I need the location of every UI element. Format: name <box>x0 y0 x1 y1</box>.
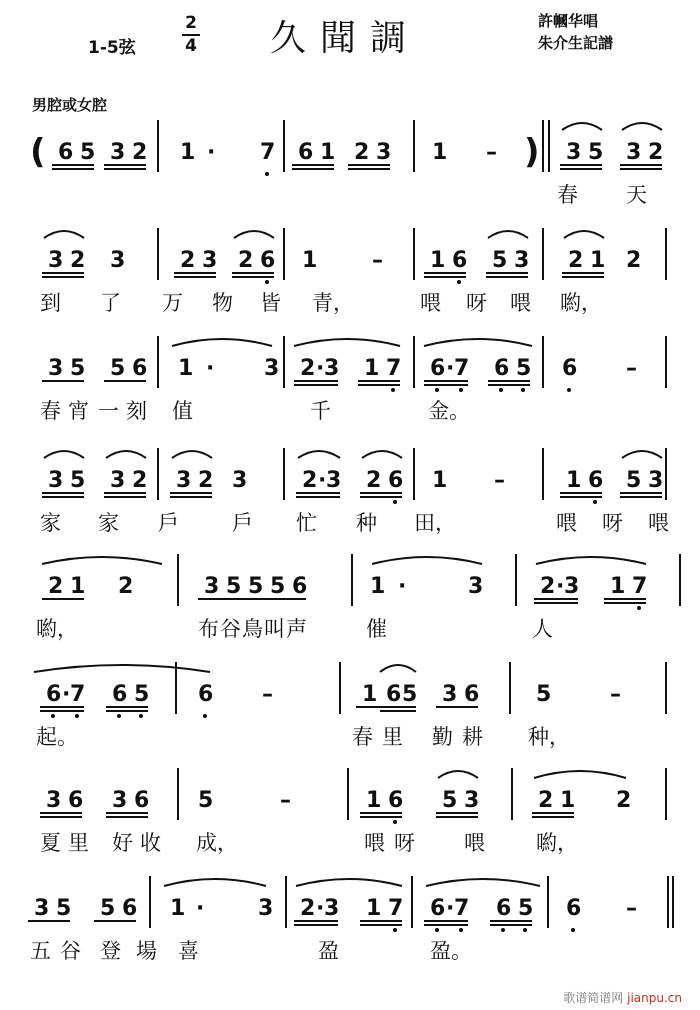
note: 1 <box>170 896 186 921</box>
note: 7 <box>386 356 402 381</box>
note: 6 <box>494 356 510 381</box>
note: 1 <box>70 574 86 599</box>
note: – <box>626 356 637 381</box>
note: 6 <box>566 896 582 921</box>
octave-dot <box>265 280 269 284</box>
note: · <box>318 468 327 493</box>
slur <box>172 339 272 346</box>
note: 2 <box>180 248 196 273</box>
note: 1 <box>180 140 196 165</box>
note: 6 <box>464 682 480 707</box>
note: 2 <box>198 468 214 493</box>
voice-label: 男腔或女腔 <box>32 96 108 114</box>
note: 7 <box>388 896 404 921</box>
note: 3 <box>110 468 126 493</box>
time-signature-top: 2 <box>185 13 197 33</box>
note: ) <box>524 132 540 172</box>
octave-dot <box>457 280 461 284</box>
note: 7 <box>70 682 86 707</box>
octave-dot <box>521 388 525 392</box>
note: – <box>280 788 291 813</box>
note: 2 <box>354 140 370 165</box>
lyric: 到 <box>40 291 61 315</box>
note: 2 <box>70 248 86 273</box>
slur <box>298 451 340 458</box>
lyric: 里 <box>68 831 89 855</box>
slur <box>106 451 146 458</box>
lyric: 布 <box>198 617 219 641</box>
note: 3 <box>626 140 642 165</box>
lyric: 喜 <box>178 939 199 963</box>
lyric: 家 <box>40 511 61 535</box>
lyric: 盈。 <box>430 939 472 963</box>
note: 3 <box>204 574 220 599</box>
note: 5 <box>516 356 532 381</box>
note: 5 <box>80 140 96 165</box>
lyric: 叫 <box>264 617 285 641</box>
note: · <box>398 574 407 599</box>
lyric: 刻 <box>126 399 147 423</box>
watermark <box>563 989 682 1006</box>
note: 3 <box>648 468 664 493</box>
slur <box>34 665 210 672</box>
note: 1 <box>432 140 448 165</box>
note: 5 <box>198 788 214 813</box>
octave-dot <box>593 500 597 504</box>
lyric: 耕 <box>462 725 483 749</box>
lyric: 田， <box>414 511 456 535</box>
slur <box>424 339 532 346</box>
note: 3 <box>232 468 248 493</box>
note: · <box>207 140 216 165</box>
lyric: 喲， <box>536 831 578 855</box>
note: – <box>494 468 505 493</box>
lyric: 声 <box>286 617 307 641</box>
note: 6 <box>132 356 148 381</box>
note: · <box>316 896 325 921</box>
note: 3 <box>202 248 218 273</box>
slur <box>42 557 162 564</box>
octave-dot <box>459 388 463 392</box>
slur <box>296 879 402 886</box>
note: 2 <box>118 574 134 599</box>
lyric: 登 <box>100 939 121 963</box>
octave-dot <box>391 388 395 392</box>
lyric: 五 <box>30 939 51 963</box>
note: 6 <box>496 896 512 921</box>
note: 6 <box>298 140 314 165</box>
note: · <box>62 682 71 707</box>
note: – <box>262 682 273 707</box>
note: 7 <box>260 140 276 165</box>
note: 6 <box>292 574 308 599</box>
octave-dot <box>637 606 641 610</box>
note: 3 <box>258 896 274 921</box>
note: 1 <box>430 248 446 273</box>
slur <box>172 451 212 458</box>
lyric: 宵 <box>68 399 89 423</box>
lyric: 鳥 <box>242 617 263 641</box>
note: 3 <box>48 468 64 493</box>
lyric: 忙 <box>296 511 317 535</box>
lyric: 場 <box>136 939 157 963</box>
slur <box>294 339 400 346</box>
note: 2 <box>568 248 584 273</box>
lyric: 喂 <box>510 291 531 315</box>
credit-singer: 許幗华唱 <box>538 12 599 30</box>
note: 2 <box>300 896 316 921</box>
slur <box>164 879 266 886</box>
note: 1 <box>610 574 626 599</box>
note: 5 <box>248 574 264 599</box>
note: 6 <box>388 788 404 813</box>
note: 5 <box>442 788 458 813</box>
note: 6 <box>430 356 446 381</box>
watermark-label: 歌谱简谱网 <box>563 991 624 1005</box>
note: 3 <box>264 356 280 381</box>
lyric: 青， <box>312 291 354 315</box>
note: 5 <box>492 248 508 273</box>
note: 3 <box>468 574 484 599</box>
note: 6 <box>112 682 128 707</box>
octave-dot <box>459 928 463 932</box>
note: 6 <box>452 248 468 273</box>
note: 5 <box>626 468 642 493</box>
note: 3 <box>48 356 64 381</box>
note: 6 <box>386 682 402 707</box>
note: 3 <box>110 248 126 273</box>
note: 6 <box>46 682 62 707</box>
note: 2 <box>366 468 382 493</box>
note: 2 <box>238 248 254 273</box>
note: 5 <box>70 356 86 381</box>
note: 1 <box>364 356 380 381</box>
lyric: 春 <box>557 183 578 207</box>
note: 2 <box>300 356 316 381</box>
note: · <box>446 896 455 921</box>
lyric: 人 <box>532 617 553 641</box>
time-signature-bottom: 4 <box>185 36 197 56</box>
lyric: 戶 <box>232 511 253 535</box>
note: 7 <box>454 896 470 921</box>
note: 2 <box>540 574 556 599</box>
slur <box>380 665 416 672</box>
lyric: 喲， <box>36 617 78 641</box>
note: 3 <box>326 468 342 493</box>
lyric: 勤 <box>432 725 453 749</box>
note: 3 <box>48 248 64 273</box>
note: 5 <box>402 682 418 707</box>
note: 3 <box>324 356 340 381</box>
slur <box>622 451 662 458</box>
note: – <box>486 140 497 165</box>
slur <box>564 231 604 238</box>
slur <box>362 451 402 458</box>
song-title: 久聞調 <box>270 18 421 59</box>
slur <box>234 231 274 238</box>
lyric: 喂 <box>420 291 441 315</box>
octave-dot <box>499 388 503 392</box>
lyric: 催 <box>366 617 387 641</box>
note: 6 <box>122 896 138 921</box>
note: 6 <box>68 788 84 813</box>
note: 3 <box>376 140 392 165</box>
credit-transcriber: 朱介生記譜 <box>538 34 614 52</box>
octave-dot <box>571 928 575 932</box>
note: 3 <box>442 682 458 707</box>
lyric: 物 <box>212 291 233 315</box>
octave-dot <box>567 388 571 392</box>
note: 2 <box>626 248 642 273</box>
lyric: 呀 <box>466 291 487 315</box>
lyric: 千 <box>310 399 331 423</box>
note: 3 <box>176 468 192 493</box>
lyric: 呀 <box>602 511 623 535</box>
note: 1 <box>178 356 194 381</box>
lyric: 成， <box>196 831 238 855</box>
octave-dot <box>203 714 207 718</box>
note: 1 <box>566 468 582 493</box>
note: 6 <box>134 788 150 813</box>
note: 5 <box>56 896 72 921</box>
octave-dot <box>501 928 505 932</box>
note: 6 <box>58 140 74 165</box>
lyric: 喲， <box>560 291 602 315</box>
lyric: 种 <box>356 511 377 535</box>
octave-dot <box>393 500 397 504</box>
note: 1 <box>370 574 386 599</box>
lyric: 起。 <box>36 725 78 749</box>
lyric: 喂 <box>648 511 669 535</box>
note: 5 <box>536 682 552 707</box>
note: 3 <box>110 140 126 165</box>
lyric: 种， <box>528 725 570 749</box>
note: · <box>316 356 325 381</box>
slur <box>372 557 482 564</box>
note: · <box>196 896 205 921</box>
note: 2 <box>616 788 632 813</box>
note: 1 <box>560 788 576 813</box>
octave-dot <box>523 928 527 932</box>
note: 6 <box>430 896 446 921</box>
octave-dot <box>393 928 397 932</box>
note: 6 <box>588 468 604 493</box>
note: 5 <box>518 896 534 921</box>
lyric: 喂 <box>556 511 577 535</box>
octave-dot <box>117 714 121 718</box>
note: 6 <box>198 682 214 707</box>
slur <box>534 771 626 778</box>
slur <box>562 123 602 130</box>
lyric: 春 <box>352 725 373 749</box>
note: 7 <box>632 574 648 599</box>
note: 3 <box>34 896 50 921</box>
note: 2 <box>132 468 148 493</box>
note: 1 <box>362 682 378 707</box>
note: 3 <box>324 896 340 921</box>
lyric: 值 <box>172 399 193 423</box>
lyric: 戶 <box>158 511 179 535</box>
key-signature: 1-5弦 <box>88 38 136 58</box>
lyric: 收 <box>140 831 161 855</box>
note: 6 <box>260 248 276 273</box>
lyric: 里 <box>382 725 403 749</box>
note: 6 <box>562 356 578 381</box>
note: 7 <box>454 356 470 381</box>
note: · <box>206 356 215 381</box>
note: 1 <box>366 896 382 921</box>
note: 3 <box>514 248 530 273</box>
lyric: 喂 <box>364 831 385 855</box>
note: 1 <box>366 788 382 813</box>
note: – <box>626 896 637 921</box>
note: 3 <box>46 788 62 813</box>
lyric: 喂 <box>464 831 485 855</box>
note: 2 <box>302 468 318 493</box>
note: 1 <box>320 140 336 165</box>
note: 5 <box>100 896 116 921</box>
lyric: 家 <box>98 511 119 535</box>
lyric: 天 <box>626 183 647 207</box>
note: 5 <box>270 574 286 599</box>
note: · <box>446 356 455 381</box>
note: 3 <box>112 788 128 813</box>
lyric: 了 <box>100 291 121 315</box>
lyric: 盈 <box>318 939 339 963</box>
lyric: 春 <box>40 399 61 423</box>
note: 5 <box>588 140 604 165</box>
lyric: 谷 <box>220 617 241 641</box>
octave-dot <box>435 388 439 392</box>
slur <box>622 123 662 130</box>
note: · <box>556 574 565 599</box>
octave-dot <box>265 172 269 176</box>
slur <box>426 879 540 886</box>
note: 2 <box>648 140 664 165</box>
octave-dot <box>51 714 55 718</box>
note: 1 <box>590 248 606 273</box>
note: 3 <box>564 574 580 599</box>
lyric: 一 <box>98 399 119 423</box>
note: 5 <box>226 574 242 599</box>
note: 5 <box>134 682 150 707</box>
note: 1 <box>302 248 318 273</box>
lyric: 呀 <box>394 831 415 855</box>
slur <box>438 771 478 778</box>
slur <box>44 231 84 238</box>
note: ( <box>30 132 46 172</box>
slur <box>44 451 84 458</box>
note: 2 <box>132 140 148 165</box>
slur <box>536 557 646 564</box>
note: 3 <box>566 140 582 165</box>
note: 2 <box>48 574 64 599</box>
lyric: 金。 <box>428 399 470 423</box>
note: 2 <box>538 788 554 813</box>
lyric: 好 <box>112 831 133 855</box>
lyric: 万 <box>162 291 183 315</box>
octave-dot <box>75 714 79 718</box>
lyric: 谷 <box>60 939 81 963</box>
octave-dot <box>393 820 397 824</box>
octave-dot <box>435 928 439 932</box>
octave-dot <box>139 714 143 718</box>
lyric: 夏 <box>40 831 61 855</box>
note: 5 <box>70 468 86 493</box>
note: 6 <box>388 468 404 493</box>
note: 1 <box>432 468 448 493</box>
note: – <box>372 248 383 273</box>
watermark-domain: jianpu.cn <box>627 991 682 1005</box>
slur <box>488 231 528 238</box>
note: 3 <box>464 788 480 813</box>
note: 5 <box>110 356 126 381</box>
lyric: 皆 <box>260 291 281 315</box>
note: – <box>610 682 621 707</box>
